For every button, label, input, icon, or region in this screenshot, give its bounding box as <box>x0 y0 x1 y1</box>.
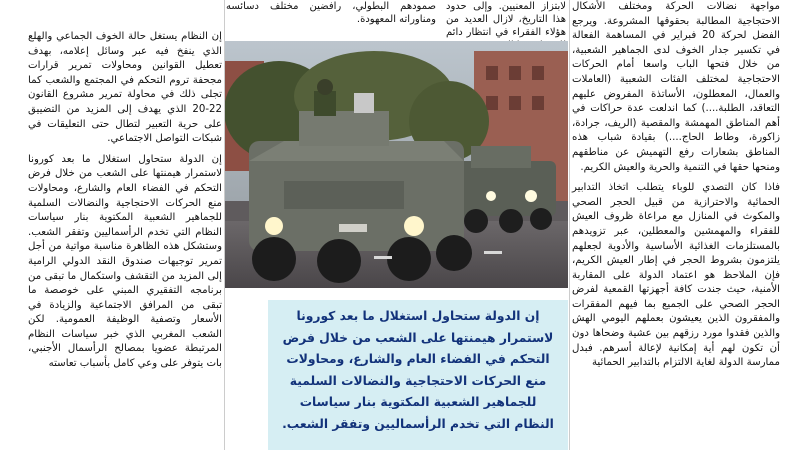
paragraph: مواجهة نضالات الحركة ومختلف الأشكال الاحتجاجية المطالبة بحقوقها المشروعة. ويرجع الفضل لحركة 20 فبراير في المساهمة الفعالة في تكسير جدار الخوف لدى الجماهير الشعبية، من خلال فتحها الباب واسعا أمام الحركات الاحتجاجية لمختلف الفئات الشعبية (العاملات والعمال، المعطلون، الأساتذة المفروض عليهم التعاقد، الطلبة....) كما اندلعت عدة حراكات في أهم المناطق المهمشة والمقصية (الريف، جرادة، زاكورة، وطاط الحاج....) بقيادة شباب هذه المناطق بشعارات رفع التهميش عن مناطقهم ومنحها حقها في التنمية والحرية والعيش الكريم. <box>572 1 780 173</box>
paragraph: صمودهم البطولي، رافضين مختلف دسائسه ومناوراته المعهودة. <box>226 1 436 25</box>
column-divider <box>569 0 570 450</box>
armored-vehicles-photo <box>224 41 568 288</box>
pull-quote <box>268 300 568 450</box>
column-divider <box>224 0 225 450</box>
article-column-left <box>28 0 222 450</box>
pull-quote-text: إن الدولة ستحاول استغلال ما بعد كورونا لاستمرار هيمنتها على الشعب من خلال فرض التحكم في الفضاء العام والشارع، ومحاولات منع الحركات الاحتجاجية والنضالات السلمية للجماهير الشعبية المكتوية بنار سياسات النظام التي تخدم الرأسماليين وتفقر الشعب. <box>282 309 554 431</box>
article-snippet-top-right <box>446 0 566 40</box>
paragraph: إن الدولة ستحاول استغلال ما بعد كورونا لاستمرار هيمنتها على الشعب من خلال فرض التحكم في الفضاء العام والشارع، ومحاولات منع الحركات الاحتجاجية والنضالات السلمية للجماهير الشعبية المكتوية بنار سياسات النظام التي تخدم الرأسماليين وتفقر الشعب. وستشكل هذه الظاهرة مناسبة مواتية من أجل تمرير توجيهات صندوق النقد الدولي الرامية إلى المزيد من التقشف واستكمال ما تبقى من برنامجه التفقيري المبني على خوصصة ما تبقى من المرافق الاجتماعية والزيادة في الأسعار وتصفية الوظيفة العمومية. لكن الشعب المغربي الذي خبر سياسات النظام المرتبطة عضويا بمصالح الرأسمال الأجنبي، بات يتوفر على وعي كامل بأسباب تعاسته <box>28 153 222 370</box>
article-column-right <box>572 0 780 450</box>
paragraph: لابتزاز المعنيين. وإلى حدود هذا التاريخ، لازال العديد من هؤلاء الفقراء في انتظار دائم <box>446 1 566 38</box>
article-snippet-top-left <box>226 0 436 40</box>
paragraph: إن النظام يستغل حالة الخوف الجماعي والهلع الذي ينفخ فيه عبر وسائل إعلامه، بهدف تعطيل القوانين ومحاولات تمرير قرارات مجحفة تروم التحكم في المجتمع والشعب كما تجلى ذلك في محاولة تمرير مشروع القانون 22-20 الذي يهدف إلى المزيد من التضييق على حرية التعبير لتطال حتى التعليقات في شبكات التواصل الاجتماعي. <box>28 31 222 145</box>
paragraph: فاذا كان التصدي للوباء يتطلب اتخاذ التدابير الحمائية والاحترازية من قبيل الحجر الصحي والمكوث في المنازل مع مراعاة ظروف العيش للفقراء والمهمشين والمعطلين، عبر تزويدهم بالمستلزمات الغذائية الأساسية والأدوية لجعلهم يلتزمون بشروط الحجر في إطار العيش الكريم، فإن الملاحظ هو اعتماد الدولة على المقاربة الأمنية، حيث جندت كافة أجهزتها القمعية لفرض الحجر الصحي على الجميع بما فيهم المفقرات والمفقرون الذين يعيشون بعملهم اليومي الهش والذين فقدوا مورد رزقهم بين عشية وضحاها دون أن تكون لهم أية إمكانية لإعالة أسرهم. فبدل ممارسة الدولة لغاية الالتزام بالتدابير الحمائية <box>572 182 780 369</box>
